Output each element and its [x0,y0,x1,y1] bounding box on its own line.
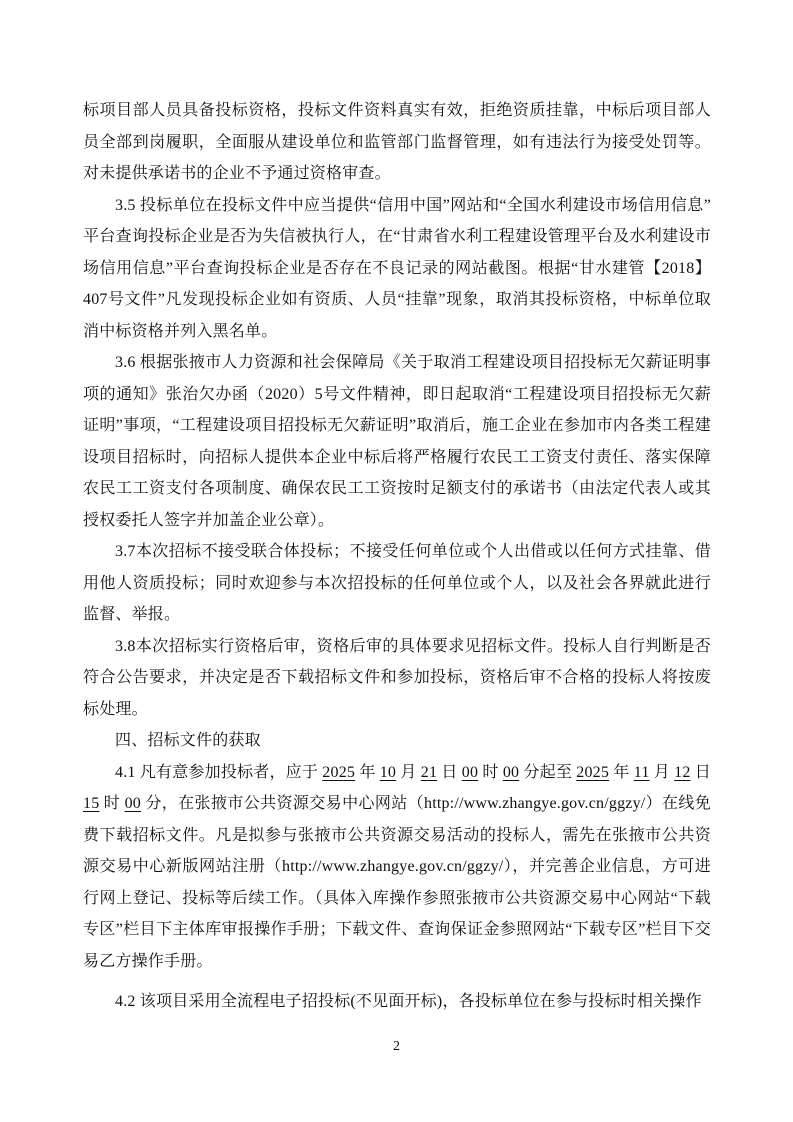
time-hour-end: 15 [83,795,100,812]
text-run: 年 [355,763,380,781]
paragraph-4-1 [83,757,711,978]
date-month-start: 10 [379,763,397,781]
date-year-start: 2025 [322,763,356,781]
document-body [83,95,711,1018]
paragraph-3-5: 3.5 投标单位在投标文件中应当提供“信用中国”网站和“全国水利建设市场信用信息”平台查询投标企业是否为失信被执行人，在“甘肃省水利工程建设管理平台及水利建设市场信用信息”平台查询投标企业是否存在不良记录的网站截图。根据“甘水建管【2018】407号文件”凡发现投标企业如有资质、人员“挂靠”现象，取消其投标资格，中标单位取消中标资格并列入黑名单。 [83,196,711,340]
text-run: 日 [437,763,462,781]
date-year-end: 2025 [576,763,610,781]
paragraph-continuation: 标项目部人员具备投标资格，投标文件资料真实有效，拒绝资质挂靠，中标后项目部人员全部到岗履职，全面服从建设单位和监管部门监督管理，如有违法行为接受处罚等。对未提供承诺书的企业不予通过资格审查。 [83,102,711,182]
text-run: 年 [609,763,634,781]
text-run: 时 [99,795,125,812]
time-hour-start: 00 [461,763,479,781]
text-run: 月 [396,763,421,781]
text-run: 分起至 [519,763,577,781]
page-number: 2 [393,1039,400,1054]
section-heading-bid-document-acquisition: 四、招标文件的获取 [115,732,261,749]
paragraph-3-8: 3.8本次招标实行资格后审，资格后审的具体要求见招标文件。投标人自行判断是否符合公告要求，并决定是否下载招标文件和参加投标，资格后审不合格的投标人将按废标处理。 [83,637,711,718]
time-minute-start: 00 [502,763,520,781]
text-run: 日 [690,763,711,781]
paragraph-3-7: 3.7本次招标不接受联合体投标；不接受任何单位或个人出借或以任何方式挂靠、借用他人资质投标；同时欢迎参与本次招投标的任何单位或个人，以及社会各界就此进行监督、举报。 [83,543,711,623]
paragraph-4-2: 4.2 该项目采用全流程电子招投标(不见面开标)，各投标单位在参与投标时相关操作 [115,993,702,1010]
text-run: 时 [478,763,503,781]
date-day-start: 21 [420,763,438,781]
text-run: 月 [649,763,675,781]
date-day-end: 12 [674,763,691,781]
time-minute-end: 00 [124,795,141,812]
paragraph-3-6: 3.6 根据张掖市人力资源和社会保障局《关于取消工程建设项目招投标无欠薪证明事项的通知》张治欠办函（2020）5号文件精神，即日起取消“工程建设项目招投标无欠薪证明”事项，“工程建设项目招投标无欠薪证明”取消后，施工企业在参加市内各类工程建设项目招标时，向招标人提供本企业中标后将严格履行农民工工资支付责任、落实保障农民工工资支付各项制度、确保农民工工资按时足额支付的承诺书（由法定代表人或其授权委托人签字并加盖企业公章）。 [83,354,711,529]
text-run: 4.1 凡有意参加投标者，应于 [115,763,323,781]
text-run: 分，在张掖市公共资源交易中心网站（http://www.zhangye.gov.cn/ggzy/）在线免费下载招标文件。凡是拟参与张掖市公共资源交易活动的投标人，需先在张掖市公共资源交易中心新版网站注册（http://www.zhangye.gov.cn/ggzy/），并完善企业信息，方可进行网上登记、投标等后续工作。（具体入库操作参照张掖市公共资源交易中心网站“下载专区”栏目下主体库审报操作手册；下载文件、查询保证金参照网站“下载专区”栏目下交易乙方操作手册。 [83,795,711,970]
date-month-end: 11 [633,763,650,781]
